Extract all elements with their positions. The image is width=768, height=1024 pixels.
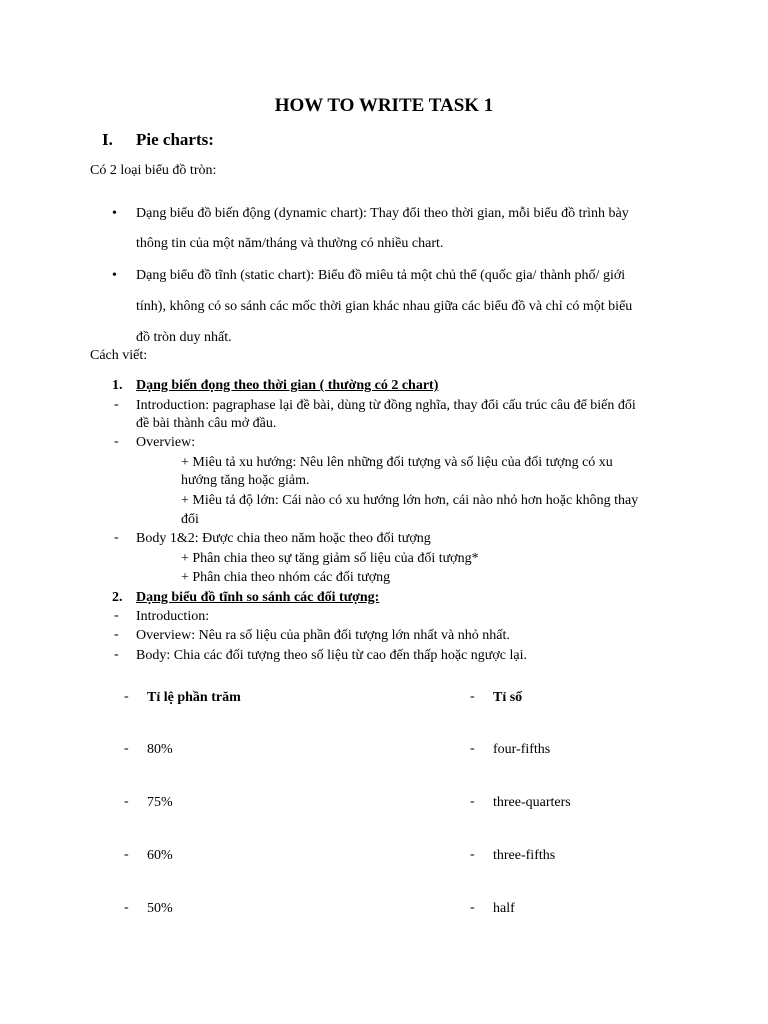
table-ratio-cell: four-fifths [493,742,551,757]
part-1-heading: Dạng biến đọng theo thời gian ( thường có 2 chart) [136,378,439,393]
bullet-icon: • [112,268,117,283]
dash-icon: - [470,847,475,862]
table-ratio-cell: three-fifths [493,848,556,863]
part-1-number: 1. [112,378,123,393]
dash-icon: - [114,530,119,545]
section-number: I. [102,130,113,149]
part-2-body: Body: Chia các đối tượng theo số liệu từ cao đến thấp hoặc ngược lại. [136,648,527,663]
table-percent-cell: 80% [147,742,173,757]
body-sub-2: + Phân chia theo nhóm các đối tượng [181,570,391,585]
table-percent-cell: 75% [147,795,173,810]
part-1-overview-label: Overview: [136,435,196,450]
document-title: HOW TO WRITE TASK 1 [274,95,494,116]
dash-icon: - [124,741,129,756]
bullet-2-line-1: Dạng biểu đồ tĩnh (static chart): Biểu đồ miêu tả một chủ thể (quốc gia/ thành phố/ giới [136,268,626,283]
intro-text: Có 2 loại biểu đồ tròn: [90,163,217,178]
dash-icon: - [470,900,475,915]
dash-icon: - [470,794,475,809]
part-2-overview: Overview: Nêu ra số liệu của phần đối tượng lớn nhất và nhỏ nhất. [136,628,510,643]
dash-icon: - [114,608,119,623]
dash-icon: - [124,689,129,704]
table-percent-cell: 50% [147,901,173,916]
part-2-heading: Dạng biểu đồ tĩnh so sánh các đối tượng: [136,590,380,605]
bullet-icon: • [112,206,117,221]
dash-icon: - [124,900,129,915]
bullet-1-line-2: thông tin của một năm/tháng và thường có nhiều chart. [136,236,444,251]
dash-icon: - [470,689,475,704]
table-header-ratio: Tỉ số [493,690,523,705]
body-sub-1: + Phân chia theo sự tăng giảm số liệu của đối tượng* [181,551,479,566]
dash-icon: - [470,741,475,756]
bullet-1-line-1: Dạng biểu đồ biến động (dynamic chart): Thay đổi theo thời gian, mỗi biểu đồ trình bày [136,206,629,221]
overview-sub-1-line-2: hướng tăng hoặc giảm. [181,473,310,488]
part-2-number: 2. [112,590,123,605]
dash-icon: - [114,647,119,662]
part-1-intro-line-1: Introduction: pagraphase lại đề bài, dùng từ đồng nghĩa, thay đổi cấu trúc câu để biến đổi [136,398,636,413]
dash-icon: - [114,434,119,449]
overview-sub-2-line-2: đổi [181,512,199,527]
bullet-2-line-2: tính), không có so sánh các mốc thời gian khác nhau giữa các biểu đồ và chỉ có một biểu [136,299,633,314]
dash-icon: - [114,627,119,642]
dash-icon: - [124,794,129,809]
table-ratio-cell: half [493,901,515,916]
section-heading: Pie charts: [136,130,214,149]
how-to-write-label: Cách viết: [90,348,148,363]
table-header-percent: Tỉ lệ phần trăm [147,690,241,705]
overview-sub-1-line-1: + Miêu tả xu hướng: Nêu lên những đối tượng và số liệu của đối tượng có xu [181,455,613,470]
part-1-intro-line-2: đề bài thành câu mở đầu. [136,416,277,431]
table-ratio-cell: three-quarters [493,795,571,810]
bullet-2-line-3: đồ tròn duy nhất. [136,330,232,345]
overview-sub-2-line-1: + Miêu tả độ lớn: Cái nào có xu hướng lớn hơn, cái nào nhỏ hơn hoặc không thay [181,493,639,508]
dash-icon: - [124,847,129,862]
dash-icon: - [114,397,119,412]
part-2-introduction: Introduction: [136,609,210,624]
part-1-body: Body 1&2: Được chia theo năm hoặc theo đối tượng [136,531,431,546]
table-percent-cell: 60% [147,848,173,863]
